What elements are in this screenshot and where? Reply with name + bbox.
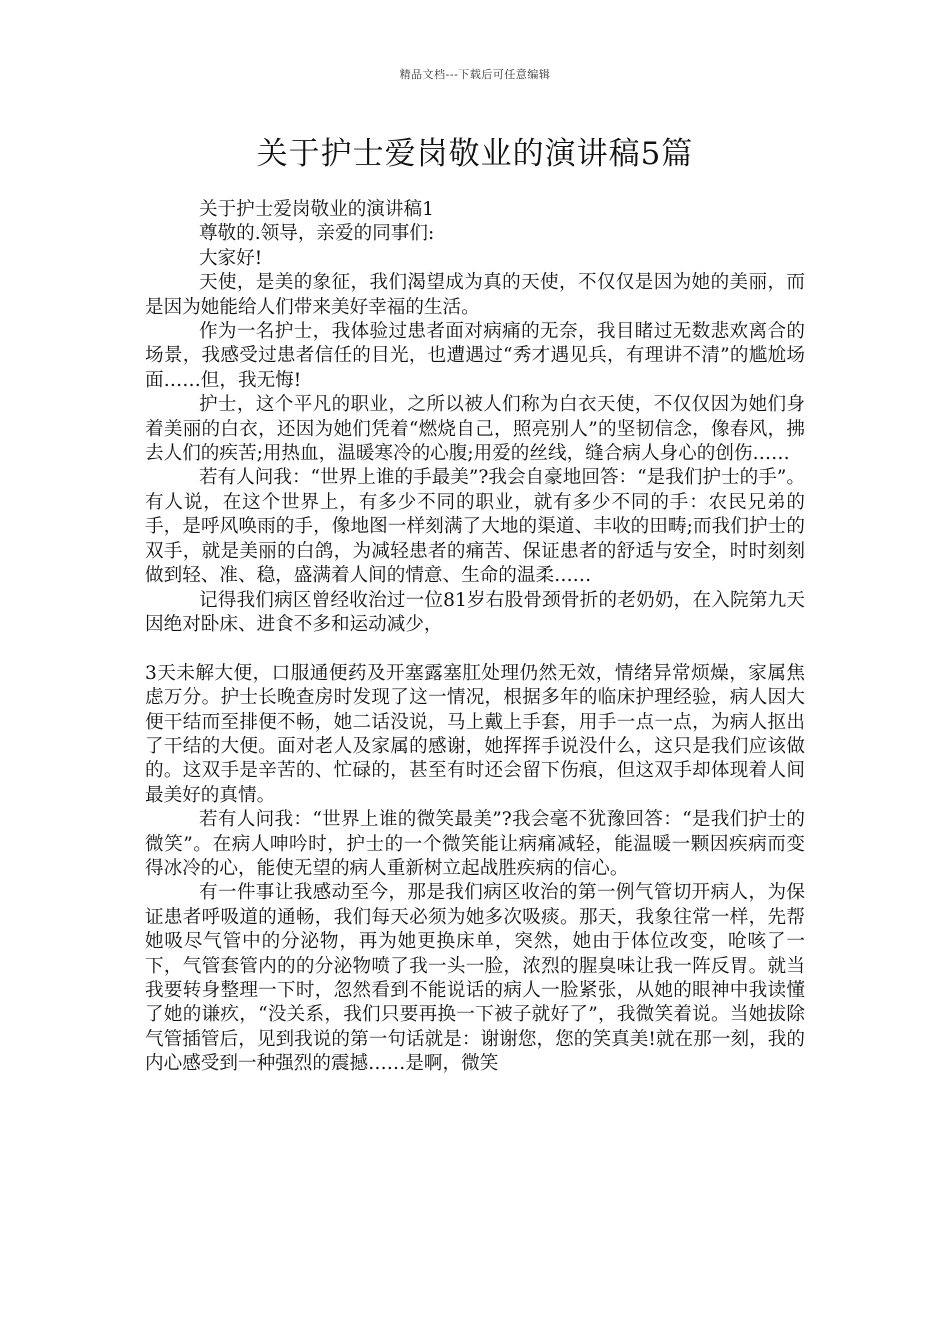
paragraph: 若有人问我：“世界上谁的手最美”?我会自豪地回答：“是我们护士的手”。有人说，在这个世界上，有多少不同的职业，就有多少不同的手：农民兄弟的手，是呼风唤雨的手，像地图一样刻满了大地的渠道、丰收的田畴;而我们护士的双手，就是美丽的白鸽，为减轻患者的痛苦、保证患者的舒适与安全，时时刻刻做到轻、准、稳，盛满着人间的情意、生命的温柔…… — [145, 467, 805, 587]
paragraph: 护士，这个平凡的职业，之所以被人们称为白衣天使，不仅仅因为她们身着美丽的白衣，还因为她们凭着“燃烧自己，照亮别人”的坚韧信念，像春风，拂去人们的疾苦;用热血，温暖寒冷的心腹;用爱的丝线，缝合病人身心的创伤…… — [145, 394, 805, 465]
document-body — [145, 198, 805, 1077]
paragraph: 天使，是美的象征，我们渴望成为真的天使，不仅仅是因为她的美丽，而是因为她能给人们带来美好幸福的生活。 — [145, 272, 805, 318]
paragraph-continued: 3天未解大便，口服通便药及开塞露塞肛处理仍然无效，情绪异常烦燥，家属焦虑万分。护士长晚查房时发现了这一情况，根据多年的临床护理经验，病人因大便干结而至排便不畅，她二话没说，马上戴上手套，用手一点一点，为病人抠出了干结的大便。面对老人及家属的感谢，她挥挥手说没什么，这只是我们应该做的。这双手是辛苦的、忙碌的，甚至有时还会留下伤痕，但这双手却体现着人间最美好的真情。 — [145, 662, 805, 806]
greeting: 大家好! — [198, 247, 263, 269]
section-heading: 关于护士爱岗敬业的演讲稿1 — [198, 199, 434, 220]
page-header-note: 精品文档---下载后可任意编辑 — [399, 68, 551, 81]
paragraph: 有一件事让我感动至今，那是我们病区收治的第一例气管切开病人，为保证患者呼吸道的通畅，我们每天必须为她多次吸痰。那天，我象往常一样，先帮她吸尽气管中的分泌物，再为她更换床单，突然，她由于体位改变，呛咳了一下，气管套管内的的分泌物喷了我一头一脸，浓烈的腥臭味让我一阵反胃。就当我要转身整理一下时，忽然看到不能说话的病人一脸紧张，从她的眼神中我读懂了她的谦疚，“没关系，我们只要再换一下被子就好了”，我微笑着说。当她拔除气管插管后，见到我说的第一句话就是：谢谢您，您的笑真美!就在那一刻，我的内心感受到一种强烈的震撼……是啊，微笑 — [145, 882, 805, 1075]
paragraph: 作为一名护士，我体验过患者面对病痛的无奈，我目睹过无数悲欢离合的场景，我感受过患者信任的目光，也遭遇过“秀才遇见兵，有理讲不清”的尴尬场面……但，我无悔! — [145, 321, 805, 391]
paragraph: 若有人问我：“世界上谁的微笑最美”?我会毫不犹豫回答：“是我们护士的微笑”。在病人呻吟时，护士的一个微笑能让病痛减轻，能温暖一颗因疾病而变得冰冷的心，能使无望的病人重新树立起战胜疾病的信心。 — [145, 809, 805, 879]
document-title: 关于护士爱岗敬业的演讲稿5篇 — [256, 136, 694, 172]
paragraph: 记得我们病区曾经收治过一位81岁右股骨颈骨折的老奶奶，在入院第九天因绝对卧床、进食不多和运动减少， — [145, 589, 805, 635]
salutation: 尊敬的.领导，亲爱的同事们: — [198, 223, 435, 245]
